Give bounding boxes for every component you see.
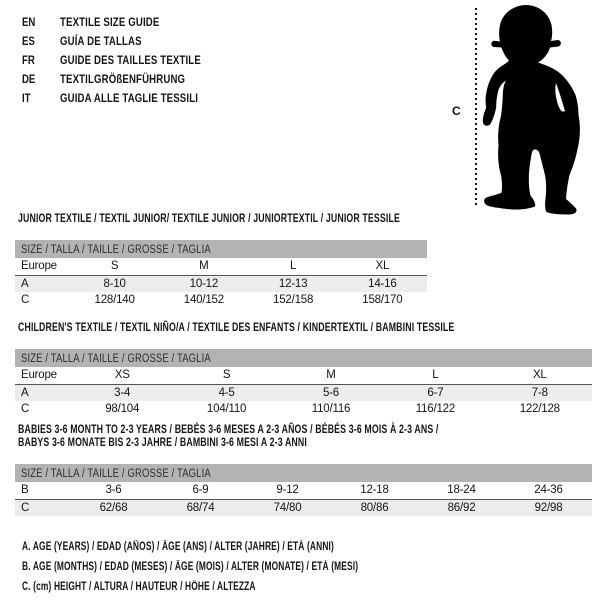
table-cell: S (110, 260, 119, 272)
table-cell: 98/104 (105, 403, 140, 415)
table-cell: 62/68 (99, 502, 128, 514)
table-cell: 110/116 (311, 403, 351, 415)
row-label: A (21, 387, 29, 399)
baby-silhouette-icon (481, 4, 596, 216)
table-row (15, 292, 427, 309)
table-size-header-text: SIZE / TALLA / TAILLE / GRÖSSE / TAGLIA (21, 244, 211, 256)
table-cell: 128/140 (94, 294, 135, 306)
table-cell: L (432, 369, 439, 381)
table-cell: 9-12 (276, 484, 299, 496)
table-size-header (15, 240, 427, 258)
table-cell: XS (114, 369, 130, 381)
table-title (18, 321, 592, 334)
table-cell: 7-8 (531, 387, 548, 399)
table-title (18, 423, 592, 449)
language-label: TEXTILE SIZE GUIDE (60, 14, 160, 29)
language-code: ES (22, 33, 35, 48)
table-title-line: BABIES 3-6 MONTH TO 2-3 YEARS / BEBÉS 3-6 MESES A 2-3 AÑOS / BÉBÉS 3-6 MOIS À 2-3 ANS / (18, 422, 439, 436)
table-title-line: JUNIOR TEXTILE / TEXTIL JUNIOR/ TEXTILE JUNIOR / JUNIORTEXTIL / JUNIOR TESSILE (18, 211, 400, 225)
table-cell: 10-12 (189, 278, 219, 290)
table-cell: 104/110 (206, 403, 247, 415)
table-title (18, 212, 427, 225)
table-cell: XL (532, 369, 547, 381)
language-label: TEXTILGRÖßENFÜHRUNG (60, 71, 186, 86)
table-cell: 158/170 (362, 294, 403, 306)
table-cell: M (199, 260, 209, 272)
language-label: GUIDA ALLE TAGLIE TESSILI (60, 90, 199, 105)
language-label: GUIDE DES TAILLES TEXTILE (60, 52, 201, 67)
table-cell: 12-18 (360, 484, 389, 496)
footnote-list (22, 537, 483, 597)
table-cell: 12-13 (278, 278, 308, 290)
table-cell: 3-4 (114, 387, 131, 399)
table-row (15, 401, 592, 418)
table-size-header (15, 349, 592, 367)
height-measure-label: C (452, 104, 461, 118)
language-code: IT (22, 90, 31, 105)
table-cell: XL (375, 260, 390, 272)
row-label: C (21, 502, 30, 514)
table-cell: M (326, 369, 336, 381)
table-row (15, 258, 427, 275)
size-table-children (15, 321, 592, 418)
table-cell: 18-24 (447, 484, 476, 496)
table-cell: 14-16 (368, 278, 397, 290)
table-row (15, 482, 592, 499)
table-size-header (15, 464, 592, 482)
size-table-babies (15, 423, 592, 516)
height-dotted-line (475, 8, 477, 206)
table-cell: L (290, 260, 297, 272)
table-title-line: CHILDREN'S TEXTILE / TEXTIL NIÑO/A / TEXTILE DES ENFANTS / KINDERTEXTIL / BAMBINI TESSILE (18, 320, 455, 334)
table-cell: 6-9 (192, 484, 209, 496)
table-row (15, 275, 427, 292)
table-cell: 68/74 (186, 502, 215, 514)
table-cell: 140/152 (183, 294, 224, 306)
row-label: Europe (21, 260, 57, 272)
table-cell: 86/92 (447, 502, 476, 514)
row-label: C (21, 403, 30, 415)
table-size-header-text: SIZE / TALLA / TAILLE / GRÖSSE / TAGLIA (21, 468, 211, 480)
table-title-line: BABYS 3-6 MONATE BIS 2-3 JAHRE / BAMBINI 3-6 MESI A 2-3 ANNI (18, 435, 307, 449)
table-cell: 116/122 (415, 403, 456, 415)
table-cell: 5-6 (322, 387, 339, 399)
table-cell: 8-10 (103, 278, 126, 290)
table-row (15, 499, 592, 516)
table-cell: 3-6 (105, 484, 122, 496)
table-cell: 74/80 (273, 502, 302, 514)
table-cell: 152/158 (273, 294, 314, 306)
table-cell: 122/128 (519, 403, 560, 415)
language-label: GUÍA DE TALLAS (60, 33, 142, 48)
table-size-header-text: SIZE / TALLA / TAILLE / GRÖSSE / TAGLIA (21, 353, 211, 365)
table-cell: 24-36 (534, 484, 563, 496)
table-row (15, 384, 592, 401)
footnote: A. AGE (YEARS) / EDAD (AÑOS) / ÂGE (ANS) / ALTER (JAHRE) / ETÀ (ANNI) (22, 541, 334, 553)
table-cell: S (222, 369, 231, 381)
table-cell: 80/86 (360, 502, 389, 514)
baby-figure (0, 0, 600, 220)
row-label: A (21, 278, 29, 290)
language-code: DE (22, 71, 36, 86)
row-label: Europe (21, 369, 57, 381)
table-cell: 4-5 (218, 387, 235, 399)
size-table-junior (15, 212, 427, 309)
language-code: EN (22, 14, 36, 29)
language-code: FR (22, 52, 35, 67)
row-label: C (21, 294, 30, 306)
row-label: B (21, 484, 29, 496)
footnote: B. AGE (MONTHS) / EDAD (MESES) / ÂGE (MOIS) / ALTER (MONATE) / ETÀ (MESI) (22, 561, 359, 573)
table-row (15, 367, 592, 384)
footnote: C. (cm) HEIGHT / ALTURA / HAUTEUR / HÖHE / ALTEZZA (22, 581, 256, 593)
table-cell: 6-7 (427, 387, 444, 399)
table-cell: 92/98 (534, 502, 563, 514)
